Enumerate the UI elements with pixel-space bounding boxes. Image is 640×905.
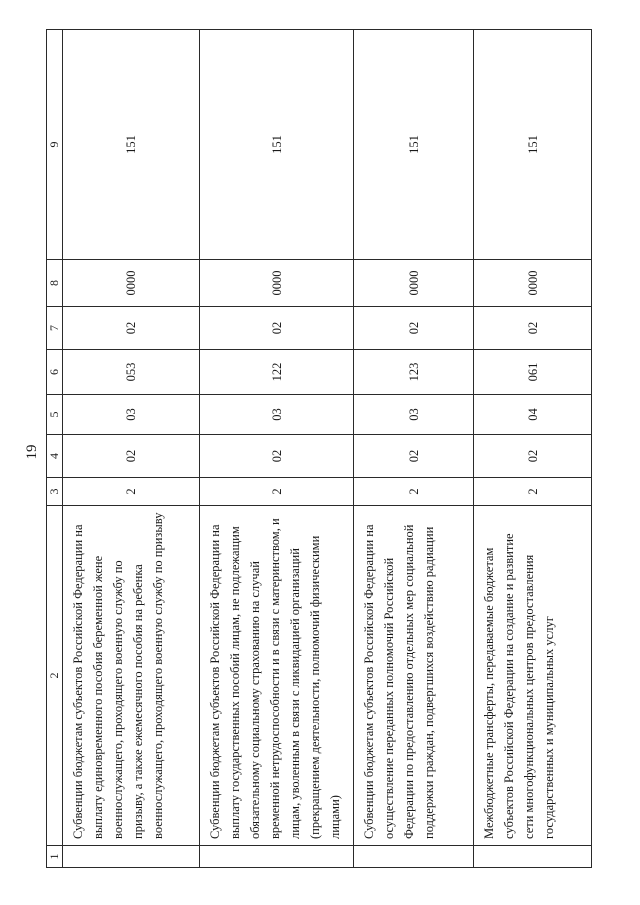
code-col-5: 04 <box>474 395 592 435</box>
header-col-3: 3 <box>47 478 63 506</box>
row-description: Межбюджетные трансферты, передаваемые бюджетам субъектов Российской Федерации на создание и развитие сети многофункциональных центров предоставления государственных и муниципальных услуг <box>474 506 592 846</box>
header-row <box>47 30 63 868</box>
code-col-5: 03 <box>354 395 474 435</box>
code-col-5: 03 <box>200 395 354 435</box>
code-col-6: 053 <box>63 350 200 395</box>
code-col-8: 0000 <box>63 260 200 307</box>
row-number-cell <box>474 846 592 868</box>
code-col-3: 2 <box>63 478 200 506</box>
header-col-6: 6 <box>47 350 63 395</box>
header-col-5: 5 <box>47 395 63 435</box>
code-col-4: 02 <box>63 435 200 478</box>
code-col-9: 151 <box>354 30 474 260</box>
code-col-7: 02 <box>474 307 592 350</box>
code-col-7: 02 <box>354 307 474 350</box>
row-description: Субвенции бюджетам субъектов Российской Федерации на выплату единовременного пособия беременной жене военнослужащего, проходящего военную службу по призыву, а также ежемесячного пособия на ребенка военнослужащего, проходящего военную службу по призыву <box>63 506 200 846</box>
code-col-8: 0000 <box>354 260 474 307</box>
row-description: Субвенции бюджетам субъектов Российской Федерации на осуществление переданных полномочий Российской Федерации по предоставлению отдельных мер социальной поддержки граждан, подвергшихся воздействию радиации <box>354 506 474 846</box>
code-col-4: 02 <box>474 435 592 478</box>
row-description: Субвенции бюджетам субъектов Российской Федерации на выплату государственных пособий лицам, не подлежащим обязательному социальному страхованию на случай временной нетрудоспособности и в связи с материнством, и лицам, уволенным в связи с ликвидацией организаций (прекращением деятельности, полномочий физическими лицами) <box>200 506 354 846</box>
row-number-cell <box>63 846 200 868</box>
page-number: 19 <box>24 444 40 460</box>
code-col-8: 0000 <box>200 260 354 307</box>
table-row <box>63 30 200 868</box>
code-col-6: 123 <box>354 350 474 395</box>
code-col-4: 02 <box>354 435 474 478</box>
code-col-3: 2 <box>200 478 354 506</box>
header-col-8: 8 <box>47 260 63 307</box>
header-col-4: 4 <box>47 435 63 478</box>
table-row <box>474 30 592 868</box>
table-row <box>200 30 354 868</box>
code-col-6: 122 <box>200 350 354 395</box>
code-col-4: 02 <box>200 435 354 478</box>
code-col-8: 0000 <box>474 260 592 307</box>
code-col-3: 2 <box>474 478 592 506</box>
header-col-7: 7 <box>47 307 63 350</box>
code-col-9: 151 <box>200 30 354 260</box>
code-col-9: 151 <box>474 30 592 260</box>
budget-classification-table <box>46 29 592 868</box>
code-col-5: 03 <box>63 395 200 435</box>
row-number-cell <box>354 846 474 868</box>
header-col-2: 2 <box>47 506 63 846</box>
table-row <box>354 30 474 868</box>
code-col-3: 2 <box>354 478 474 506</box>
code-col-6: 061 <box>474 350 592 395</box>
code-col-9: 151 <box>63 30 200 260</box>
row-number-cell <box>200 846 354 868</box>
code-col-7: 02 <box>200 307 354 350</box>
header-col-9: 9 <box>47 30 63 260</box>
page-sheet <box>46 30 590 868</box>
header-col-1: 1 <box>47 846 63 868</box>
code-col-7: 02 <box>63 307 200 350</box>
